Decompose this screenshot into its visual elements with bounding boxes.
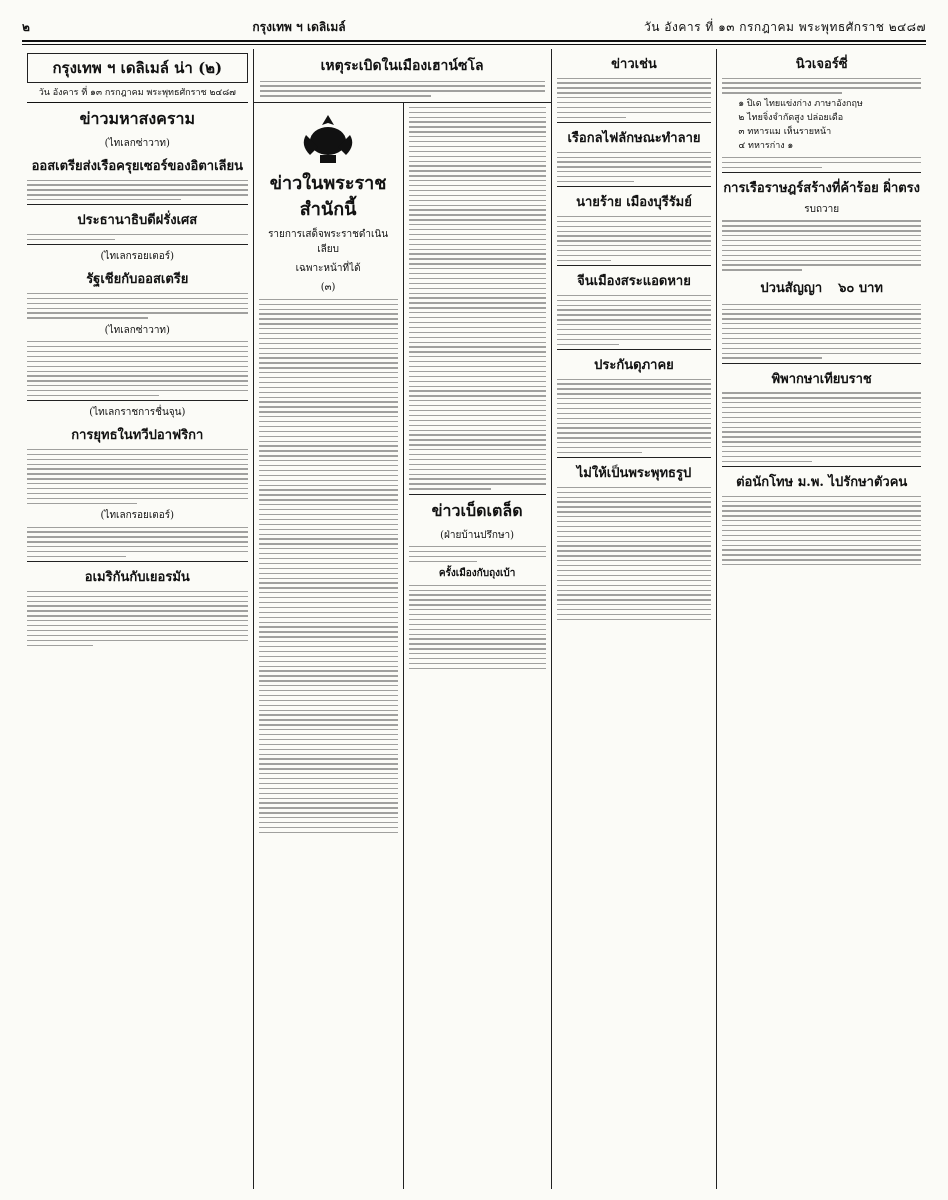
article-body — [259, 299, 398, 833]
divider — [27, 561, 248, 562]
royal-subtitle-2: เฉพาะหน้าที่ได้ — [295, 263, 361, 275]
source-tag: (ไทเลกซ่าวาท) — [104, 324, 170, 336]
headline-col4-1: ข่าวเช่น — [611, 57, 657, 72]
list-item: ๓ ทหารแม เห็นรายหน้า — [738, 127, 832, 138]
center-split — [254, 103, 551, 1189]
royal-emblem-icon — [259, 111, 398, 167]
headline-french-president: ประธานาธิบดีฝรั่งเศส — [77, 213, 198, 229]
source-tag: (ไทเลกราชการชื่นจุน) — [89, 407, 186, 419]
source-tag: (ฝ่ายบ้านปรึกษา) — [440, 529, 515, 541]
royal-subtitle: รายการเสด็จพระราชดำเนินเลียบ — [268, 229, 389, 256]
column-3 — [404, 103, 551, 1189]
article-body — [27, 591, 248, 646]
headline-col4-5: ประกันดุภาคย — [594, 357, 674, 373]
headline-col4-6: ไม่ให้เป็นพระพุทธรูป — [576, 466, 692, 482]
divider — [27, 204, 248, 205]
page-number: ๒ — [22, 20, 30, 34]
divider — [27, 400, 248, 401]
divider — [557, 265, 712, 266]
column-2 — [254, 103, 404, 1189]
article-body — [27, 293, 248, 319]
headline-misc-news: ข่าวเบ็ดเตล็ด — [431, 500, 523, 520]
banner-article — [254, 49, 551, 103]
misc-subheadline: ครั้งเมืองกับถุงเบ้า — [438, 568, 516, 580]
columns — [22, 49, 926, 1189]
masthead — [22, 18, 926, 42]
article-body — [409, 107, 546, 490]
headline-austria: ออสเตรียส่งเรือครุยเซอร์ของอิตาเลียน — [31, 159, 244, 174]
section-date: วัน อังคาร ที่ ๑๓ กรกฎาคม พระพุทธศักราช ๒๔๘๗ — [27, 85, 248, 103]
article-body — [722, 392, 921, 462]
divider — [557, 349, 712, 350]
price-value: ๖๐ บาท — [838, 280, 883, 296]
divider — [722, 172, 921, 173]
price-label: ปวนสัญญา — [760, 280, 823, 296]
headline-col5-4: ต่อนักโทษ ม.พ. ไปรักษาตัวคน — [736, 475, 908, 491]
source-tag: (ไทเลกรอยเตอร์) — [100, 251, 175, 263]
article-body — [409, 546, 546, 562]
article-body — [27, 180, 248, 201]
article-body — [722, 496, 921, 566]
article-body — [557, 152, 712, 183]
list-item: ๑ ปิเด ไทยแข่งก่าง ภาษาอังกฤษ — [738, 99, 863, 110]
article-body — [557, 216, 712, 261]
list-item: ๔ ทหารก่าง ๑ — [738, 141, 794, 152]
headline-col5-2: การเรือราษฎร์สร้างที่ค้าร้อย ผิ่าตรง — [723, 180, 921, 196]
divider — [409, 494, 546, 495]
headline-royal-court: ข่าวในพระราชสำนักนี้ — [269, 173, 387, 221]
article-body — [557, 78, 712, 118]
article-body — [557, 295, 712, 345]
divider — [27, 244, 248, 245]
article-body — [557, 379, 712, 454]
masthead-date: วัน อังคาร ที่ ๑๓ กรกฎาคม พระพุทธศักราช ๒๔๘๗ — [644, 20, 926, 34]
column-5 — [717, 49, 926, 1189]
center-columns — [254, 49, 552, 1189]
column-1 — [22, 49, 254, 1189]
headline-russia-austria: รัฐเชียกับออสเตรีย — [86, 272, 189, 288]
headline-col5-3: พิพากษาเทียบราช — [771, 371, 872, 387]
masthead-rule — [22, 44, 926, 45]
article-body — [722, 78, 921, 94]
source-tag: (ไทเลกซ่าวาท) — [104, 138, 170, 149]
divider — [557, 122, 712, 123]
headline-col5-1: นิวเจอร์ซี่ — [795, 57, 848, 72]
article-body — [27, 234, 248, 240]
article-body — [722, 304, 921, 359]
article-body — [260, 81, 545, 97]
divider — [557, 457, 712, 458]
list-item: ๒ ไทยจิ่งจำกัดสูง ปล่อยเดือ — [738, 113, 844, 124]
headline-col4-3: นายร้าย เมืองบุรีรัมย์ — [576, 195, 692, 211]
headline-col4-2: เรือกลไฟลักษณะทำลาย — [567, 131, 701, 147]
column-4 — [552, 49, 718, 1189]
headline-american-german: อเมริกันกับเยอรมัน — [84, 570, 190, 586]
price-line — [722, 277, 921, 298]
source-tag: (ไทเลกรอยเตอร์) — [100, 509, 175, 521]
section-title: กรุงเทพ ฯ เดลิเมล์ น่า (๒) — [27, 53, 248, 83]
article-body — [27, 449, 248, 504]
headline-col5-2b: รบถวาย — [804, 203, 840, 215]
headline-explosion: เหตุระเบิดในเมืองเฮาน์ซโล — [320, 58, 484, 74]
headline-africa-war: การยุทธในทวีปอาฟริกา — [71, 428, 204, 444]
divider — [722, 363, 921, 364]
article-body — [27, 527, 248, 558]
article-body — [27, 341, 248, 396]
headline-war-news: ข่าวมหาสงคราม — [79, 109, 195, 128]
article-body — [557, 487, 712, 620]
article-body — [722, 157, 921, 168]
royal-number: (๓) — [320, 282, 336, 294]
divider — [722, 466, 921, 467]
masthead-title: กรุงเทพ ฯ เดลิเมล์ — [252, 20, 346, 34]
article-body — [722, 220, 921, 270]
article-body — [409, 585, 546, 669]
divider — [557, 186, 712, 187]
headline-col4-4: จีนเมืองสระแอดหาย — [577, 274, 691, 290]
